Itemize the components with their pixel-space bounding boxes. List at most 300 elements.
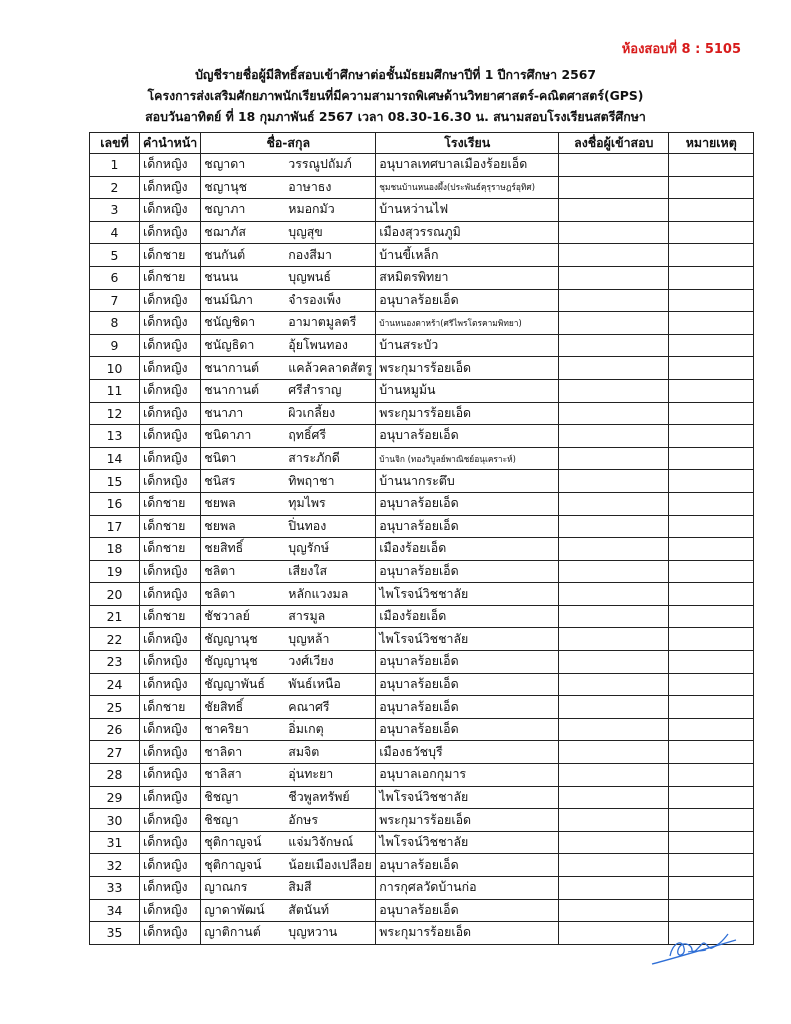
last-name: แจ่มวิจักษณ์ xyxy=(288,834,354,850)
cell-remark[interactable] xyxy=(669,605,754,628)
cell-no: 20 xyxy=(90,583,140,606)
first-name: ชลิตา xyxy=(204,562,236,578)
first-name: ชาลิดา xyxy=(204,743,243,759)
cell-prefix: เด็กหญิง xyxy=(140,673,201,696)
cell-remark[interactable] xyxy=(669,402,754,425)
cell-school: อนุบาลร้อยเอ็ด xyxy=(376,289,559,312)
cell-name xyxy=(201,492,376,515)
cell-school: อนุบาลร้อยเอ็ด xyxy=(376,560,559,583)
table-row xyxy=(90,764,754,787)
cell-no: 34 xyxy=(90,899,140,922)
first-name: ชิชญา xyxy=(204,811,239,827)
first-name: ชยพล xyxy=(204,495,236,511)
last-name: ทิพฤาชา xyxy=(288,472,335,488)
first-name: ชญานุช xyxy=(204,178,248,194)
cell-school: เมืองสุวรรณภูมิ xyxy=(376,221,559,244)
table-row xyxy=(90,583,754,606)
cell-school: ไพโรจน์วิชชาลัย xyxy=(376,831,559,854)
header-remark: หมายเหตุ xyxy=(669,133,754,154)
cell-prefix: เด็กหญิง xyxy=(140,764,201,787)
cell-school: เมืองร้อยเอ็ด xyxy=(376,605,559,628)
cell-name xyxy=(201,538,376,561)
cell-name xyxy=(201,312,376,335)
cell-remark[interactable] xyxy=(669,221,754,244)
cell-signature[interactable] xyxy=(559,447,669,470)
cell-signature[interactable] xyxy=(559,199,669,222)
cell-no: 13 xyxy=(90,425,140,448)
last-name: ทุมไพร xyxy=(288,495,326,511)
cell-school: ไพโรจน์วิชชาลัย xyxy=(376,583,559,606)
table-row xyxy=(90,379,754,402)
cell-name xyxy=(201,221,376,244)
first-name: ชนาภา xyxy=(204,404,244,420)
cell-school: บ้านจิก (ทองวิบูลย์พาณิชย์อนุเคราะห์) xyxy=(376,447,559,470)
cell-no: 32 xyxy=(90,854,140,877)
header-no: เลขที่ xyxy=(90,133,140,154)
first-name: ชุติกาญจน์ xyxy=(204,856,262,872)
cell-prefix: เด็กหญิง xyxy=(140,199,201,222)
last-name: หลักแวงมล xyxy=(288,585,349,601)
cell-name xyxy=(201,764,376,787)
cell-remark[interactable] xyxy=(669,560,754,583)
table-row xyxy=(90,199,754,222)
table-row xyxy=(90,628,754,651)
cell-prefix: เด็กหญิง xyxy=(140,357,201,380)
table-row xyxy=(90,673,754,696)
cell-signature[interactable] xyxy=(559,221,669,244)
cell-prefix: เด็กหญิง xyxy=(140,583,201,606)
table-row xyxy=(90,402,754,425)
first-name: ชุติกาญจน์ xyxy=(204,834,262,850)
cell-signature[interactable] xyxy=(559,357,669,380)
document-heading xyxy=(60,64,731,127)
cell-remark[interactable] xyxy=(669,877,754,900)
cell-remark[interactable] xyxy=(669,831,754,854)
cell-no: 8 xyxy=(90,312,140,335)
cell-prefix: เด็กหญิง xyxy=(140,922,201,945)
cell-no: 18 xyxy=(90,538,140,561)
cell-remark[interactable] xyxy=(669,447,754,470)
cell-name xyxy=(201,425,376,448)
cell-no: 15 xyxy=(90,470,140,493)
cell-name xyxy=(201,809,376,832)
cell-no: 17 xyxy=(90,515,140,538)
cell-prefix: เด็กหญิง xyxy=(140,447,201,470)
header-prefix: คำนำหน้า xyxy=(140,133,201,154)
student-roster-table xyxy=(89,132,754,945)
cell-no: 30 xyxy=(90,809,140,832)
cell-signature[interactable] xyxy=(559,809,669,832)
cell-school: บ้านหว่านไฟ xyxy=(376,199,559,222)
cell-school: สหมิตรพิทยา xyxy=(376,266,559,289)
cell-prefix: เด็กชาย xyxy=(140,266,201,289)
last-name: อามาตมูลตรี xyxy=(288,314,357,330)
cell-signature[interactable] xyxy=(559,628,669,651)
cell-remark[interactable] xyxy=(669,312,754,335)
cell-no: 3 xyxy=(90,199,140,222)
cell-remark[interactable] xyxy=(669,334,754,357)
table-row xyxy=(90,605,754,628)
last-name: จำรองเพ็ง xyxy=(288,291,342,307)
cell-school: อนุบาลร้อยเอ็ด xyxy=(376,515,559,538)
cell-prefix: เด็กหญิง xyxy=(140,786,201,809)
cell-signature[interactable] xyxy=(559,425,669,448)
cell-school: ไพโรจน์วิชชาลัย xyxy=(376,786,559,809)
cell-school: ชุมชนบ้านหนองผึ้ง(ประพันธ์คุรุราษฎร์อุทิศ) xyxy=(376,176,559,199)
cell-school: บ้านหนองตาหร้า(ศรีไพรโตรคามพิทยา) xyxy=(376,312,559,335)
cell-remark[interactable] xyxy=(669,266,754,289)
cell-name xyxy=(201,605,376,628)
cell-school: อนุบาลร้อยเอ็ด xyxy=(376,718,559,741)
cell-signature[interactable] xyxy=(559,470,669,493)
cell-signature[interactable] xyxy=(559,244,669,267)
cell-prefix: เด็กชาย xyxy=(140,538,201,561)
cell-no: 6 xyxy=(90,266,140,289)
cell-name xyxy=(201,628,376,651)
cell-remark[interactable] xyxy=(669,809,754,832)
cell-signature[interactable] xyxy=(559,718,669,741)
last-name: อักษร xyxy=(288,811,319,827)
first-name: ชนิสร xyxy=(204,472,236,488)
first-name: ชาคริยา xyxy=(204,721,249,737)
first-name: ชัญญาพันธ์ xyxy=(204,675,265,691)
cell-remark[interactable] xyxy=(669,628,754,651)
table-row xyxy=(90,786,754,809)
cell-remark[interactable] xyxy=(669,154,754,177)
first-name: ชัยสิทธิ์ xyxy=(204,698,244,714)
first-name: ชัญญานุช xyxy=(204,630,258,646)
first-name: ญาติกานต์ xyxy=(204,924,261,940)
cell-no: 28 xyxy=(90,764,140,787)
cell-prefix: เด็กหญิง xyxy=(140,334,201,357)
table-row xyxy=(90,741,754,764)
cell-no: 21 xyxy=(90,605,140,628)
cell-remark[interactable] xyxy=(669,741,754,764)
first-name: ชาลิสา xyxy=(204,766,242,782)
cell-school: บ้านขี้เหล็ก xyxy=(376,244,559,267)
table-row xyxy=(90,696,754,719)
cell-name xyxy=(201,199,376,222)
last-name: เสียงใส xyxy=(288,562,328,578)
last-name: บุญพนธ์ xyxy=(288,269,331,285)
cell-remark[interactable] xyxy=(669,696,754,719)
last-name: บุญสุข xyxy=(288,224,323,240)
last-name: อาษาธง xyxy=(288,178,332,194)
table-row xyxy=(90,470,754,493)
cell-signature[interactable] xyxy=(559,560,669,583)
cell-signature[interactable] xyxy=(559,831,669,854)
last-name: อิ่มเกตุ xyxy=(288,721,324,737)
cell-signature[interactable] xyxy=(559,334,669,357)
table-row xyxy=(90,425,754,448)
cell-signature[interactable] xyxy=(559,696,669,719)
cell-signature[interactable] xyxy=(559,515,669,538)
table-row xyxy=(90,492,754,515)
cell-remark[interactable] xyxy=(669,583,754,606)
cell-signature[interactable] xyxy=(559,899,669,922)
table-row xyxy=(90,538,754,561)
table-row xyxy=(90,854,754,877)
cell-name xyxy=(201,447,376,470)
cell-prefix: เด็กหญิง xyxy=(140,628,201,651)
cell-remark[interactable] xyxy=(669,492,754,515)
cell-school: พระกุมารร้อยเอ็ด xyxy=(376,809,559,832)
cell-name xyxy=(201,583,376,606)
cell-no: 11 xyxy=(90,379,140,402)
cell-no: 4 xyxy=(90,221,140,244)
cell-name xyxy=(201,718,376,741)
cell-school: อนุบาลร้อยเอ็ด xyxy=(376,425,559,448)
table-row xyxy=(90,357,754,380)
cell-prefix: เด็กชาย xyxy=(140,515,201,538)
last-name: สัตนันท์ xyxy=(288,901,329,917)
header-signature: ลงชื่อผู้เข้าสอบ xyxy=(559,133,669,154)
last-name: สารมูล xyxy=(288,608,326,624)
cell-prefix: เด็กชาย xyxy=(140,244,201,267)
cell-name xyxy=(201,515,376,538)
title-line-2: โครงการส่งเสริมศักยภาพนักเรียนที่มีความสามารถพิเศษด้านวิทยาศาสตร์-คณิตศาสตร์(GPS) xyxy=(147,88,644,103)
table-row xyxy=(90,176,754,199)
cell-name xyxy=(201,741,376,764)
cell-school: ไพโรจน์วิชชาลัย xyxy=(376,628,559,651)
cell-remark[interactable] xyxy=(669,357,754,380)
cell-no: 16 xyxy=(90,492,140,515)
cell-remark[interactable] xyxy=(669,854,754,877)
cell-remark[interactable] xyxy=(669,244,754,267)
cell-signature[interactable] xyxy=(559,492,669,515)
cell-name xyxy=(201,289,376,312)
table-row xyxy=(90,266,754,289)
header-school: โรงเรียน xyxy=(376,133,559,154)
cell-school: อนุบาลเทศบาลเมืองร้อยเอ็ด xyxy=(376,154,559,177)
table-row xyxy=(90,447,754,470)
cell-signature[interactable] xyxy=(559,266,669,289)
first-name: ชนากานต์ xyxy=(204,382,260,398)
table-row xyxy=(90,154,754,177)
first-name: ชฌาภัส xyxy=(204,224,246,240)
cell-school: อนุบาลร้อยเอ็ด xyxy=(376,492,559,515)
cell-name xyxy=(201,176,376,199)
cell-school: การกุศลวัดบ้านก่อ xyxy=(376,877,559,900)
cell-remark[interactable] xyxy=(669,538,754,561)
cell-prefix: เด็กหญิง xyxy=(140,877,201,900)
last-name: ชีวพูลทรัพย์ xyxy=(288,788,350,804)
last-name: สิมสี xyxy=(288,879,312,895)
cell-no: 22 xyxy=(90,628,140,651)
handwritten-signature xyxy=(648,926,740,970)
cell-name xyxy=(201,470,376,493)
table-row xyxy=(90,334,754,357)
first-name: ชนม์นิภา xyxy=(204,291,253,307)
table-row xyxy=(90,899,754,922)
cell-school: เมืองธวัชบุรี xyxy=(376,741,559,764)
cell-remark[interactable] xyxy=(669,199,754,222)
room-label: ห้องสอบที่ 8 : 5105 xyxy=(621,42,741,57)
cell-school: อนุบาลเอกกุมาร xyxy=(376,764,559,787)
cell-prefix: เด็กหญิง xyxy=(140,221,201,244)
last-name: หมอกมัว xyxy=(288,201,335,217)
cell-remark[interactable] xyxy=(669,718,754,741)
cell-remark[interactable] xyxy=(669,289,754,312)
cell-school: เมืองร้อยเอ็ด xyxy=(376,538,559,561)
title-line-1: บัญชีรายชื่อผู้มีสิทธิ์สอบเข้าศึกษาต่อชั้นมัธยมศึกษาปีที่ 1 ปีการศึกษา 2567 xyxy=(195,67,596,82)
first-name: ชิชญา xyxy=(204,788,239,804)
cell-signature[interactable] xyxy=(559,379,669,402)
cell-no: 29 xyxy=(90,786,140,809)
cell-prefix: เด็กหญิง xyxy=(140,425,201,448)
cell-school: พระกุมารร้อยเอ็ด xyxy=(376,922,559,945)
first-name: ชญาดา xyxy=(204,156,246,172)
cell-signature[interactable] xyxy=(559,786,669,809)
first-name: ชนัญชิดา xyxy=(204,314,256,330)
cell-remark[interactable] xyxy=(669,899,754,922)
cell-remark[interactable] xyxy=(669,673,754,696)
cell-school: อนุบาลร้อยเอ็ด xyxy=(376,854,559,877)
title-line-3: สอบวันอาทิตย์ ที่ 18 กุมภาพันธ์ 2567 เวลา 08.30-16.30 น. สนามสอบโรงเรียนสตรีศึกษา xyxy=(145,109,646,124)
first-name: ชนิดาภา xyxy=(204,427,252,443)
table-row xyxy=(90,515,754,538)
cell-school: บ้านนากระตึบ xyxy=(376,470,559,493)
cell-no: 33 xyxy=(90,877,140,900)
cell-school: อนุบาลร้อยเอ็ด xyxy=(376,673,559,696)
table-row xyxy=(90,244,754,267)
cell-remark[interactable] xyxy=(669,425,754,448)
last-name: ฤทธิ์ศรี xyxy=(288,427,327,443)
last-name: อุ่นทะยา xyxy=(288,766,334,782)
cell-signature[interactable] xyxy=(559,583,669,606)
cell-remark[interactable] xyxy=(669,764,754,787)
cell-remark[interactable] xyxy=(669,470,754,493)
cell-signature[interactable] xyxy=(559,651,669,674)
first-name: ชลิตา xyxy=(204,585,236,601)
cell-name xyxy=(201,673,376,696)
cell-name xyxy=(201,651,376,674)
cell-prefix: เด็กหญิง xyxy=(140,651,201,674)
first-name: ญาดาพัฒน์ xyxy=(204,901,265,917)
cell-prefix: เด็กหญิง xyxy=(140,289,201,312)
header-name: ชื่อ-สกุล xyxy=(201,133,376,154)
cell-signature[interactable] xyxy=(559,154,669,177)
cell-school: อนุบาลร้อยเอ็ด xyxy=(376,651,559,674)
cell-signature[interactable] xyxy=(559,312,669,335)
cell-signature[interactable] xyxy=(559,673,669,696)
table-row xyxy=(90,877,754,900)
cell-no: 27 xyxy=(90,741,140,764)
cell-prefix: เด็กหญิง xyxy=(140,854,201,877)
cell-remark[interactable] xyxy=(669,176,754,199)
cell-no: 26 xyxy=(90,718,140,741)
cell-no: 9 xyxy=(90,334,140,357)
cell-name xyxy=(201,786,376,809)
cell-no: 24 xyxy=(90,673,140,696)
cell-no: 12 xyxy=(90,402,140,425)
cell-no: 31 xyxy=(90,831,140,854)
cell-signature[interactable] xyxy=(559,289,669,312)
last-name: บุญหล้า xyxy=(288,630,330,646)
cell-school: บ้านสระบัว xyxy=(376,334,559,357)
cell-school: อนุบาลร้อยเอ็ด xyxy=(376,899,559,922)
cell-remark[interactable] xyxy=(669,379,754,402)
first-name: ชัญญานุช xyxy=(204,653,258,669)
last-name: แคล้วคลาดสัตรู xyxy=(288,359,373,375)
cell-name xyxy=(201,831,376,854)
last-name: บุญหวาน xyxy=(288,924,338,940)
cell-prefix: เด็กชาย xyxy=(140,492,201,515)
cell-no: 35 xyxy=(90,922,140,945)
cell-name xyxy=(201,402,376,425)
table-row xyxy=(90,718,754,741)
last-name: ผิวเกลี้ยง xyxy=(288,404,336,420)
cell-name xyxy=(201,560,376,583)
cell-school: บ้านหมูม้น xyxy=(376,379,559,402)
cell-name xyxy=(201,357,376,380)
cell-prefix: เด็กหญิง xyxy=(140,176,201,199)
last-name: พันธ์เหนือ xyxy=(288,675,341,691)
cell-signature[interactable] xyxy=(559,605,669,628)
cell-prefix: เด็กหญิง xyxy=(140,470,201,493)
table-row xyxy=(90,809,754,832)
cell-signature[interactable] xyxy=(559,402,669,425)
cell-signature[interactable] xyxy=(559,741,669,764)
cell-no: 25 xyxy=(90,696,140,719)
first-name: ชนากานต์ xyxy=(204,359,260,375)
cell-school: พระกุมารร้อยเอ็ด xyxy=(376,357,559,380)
first-name: ชยสิทธิ์ xyxy=(204,540,244,556)
cell-signature[interactable] xyxy=(559,764,669,787)
last-name: บุญรักษ์ xyxy=(288,540,330,556)
cell-no: 2 xyxy=(90,176,140,199)
cell-name xyxy=(201,379,376,402)
cell-prefix: เด็กหญิง xyxy=(140,809,201,832)
last-name: วงศ์เวียง xyxy=(288,653,334,669)
cell-remark[interactable] xyxy=(669,651,754,674)
first-name: ญาณกร xyxy=(204,879,248,895)
cell-prefix: เด็กหญิง xyxy=(140,899,201,922)
cell-no: 14 xyxy=(90,447,140,470)
cell-remark[interactable] xyxy=(669,515,754,538)
first-name: ชนนน xyxy=(204,269,239,285)
cell-prefix: เด็กหญิง xyxy=(140,312,201,335)
table-row xyxy=(90,289,754,312)
cell-no: 1 xyxy=(90,154,140,177)
cell-school: อนุบาลร้อยเอ็ด xyxy=(376,696,559,719)
last-name: วรรณูปถัมภ์ xyxy=(288,156,352,172)
last-name: คณาศรี xyxy=(288,698,330,714)
cell-school: พระกุมารร้อยเอ็ด xyxy=(376,402,559,425)
table-row xyxy=(90,560,754,583)
cell-name xyxy=(201,154,376,177)
cell-prefix: เด็กชาย xyxy=(140,696,201,719)
cell-prefix: เด็กหญิง xyxy=(140,560,201,583)
cell-name xyxy=(201,877,376,900)
cell-name xyxy=(201,696,376,719)
cell-prefix: เด็กหญิง xyxy=(140,154,201,177)
cell-signature[interactable] xyxy=(559,877,669,900)
cell-name xyxy=(201,922,376,945)
cell-signature[interactable] xyxy=(559,538,669,561)
cell-signature[interactable] xyxy=(559,176,669,199)
cell-remark[interactable] xyxy=(669,786,754,809)
cell-signature[interactable] xyxy=(559,854,669,877)
cell-no: 5 xyxy=(90,244,140,267)
cell-prefix: เด็กหญิง xyxy=(140,741,201,764)
table-header-row xyxy=(90,133,754,154)
cell-no: 7 xyxy=(90,289,140,312)
last-name: ปิ่นทอง xyxy=(288,517,327,533)
first-name: ชนิตา xyxy=(204,450,237,466)
cell-prefix: เด็กหญิง xyxy=(140,379,201,402)
first-name: ชญาภา xyxy=(204,201,246,217)
